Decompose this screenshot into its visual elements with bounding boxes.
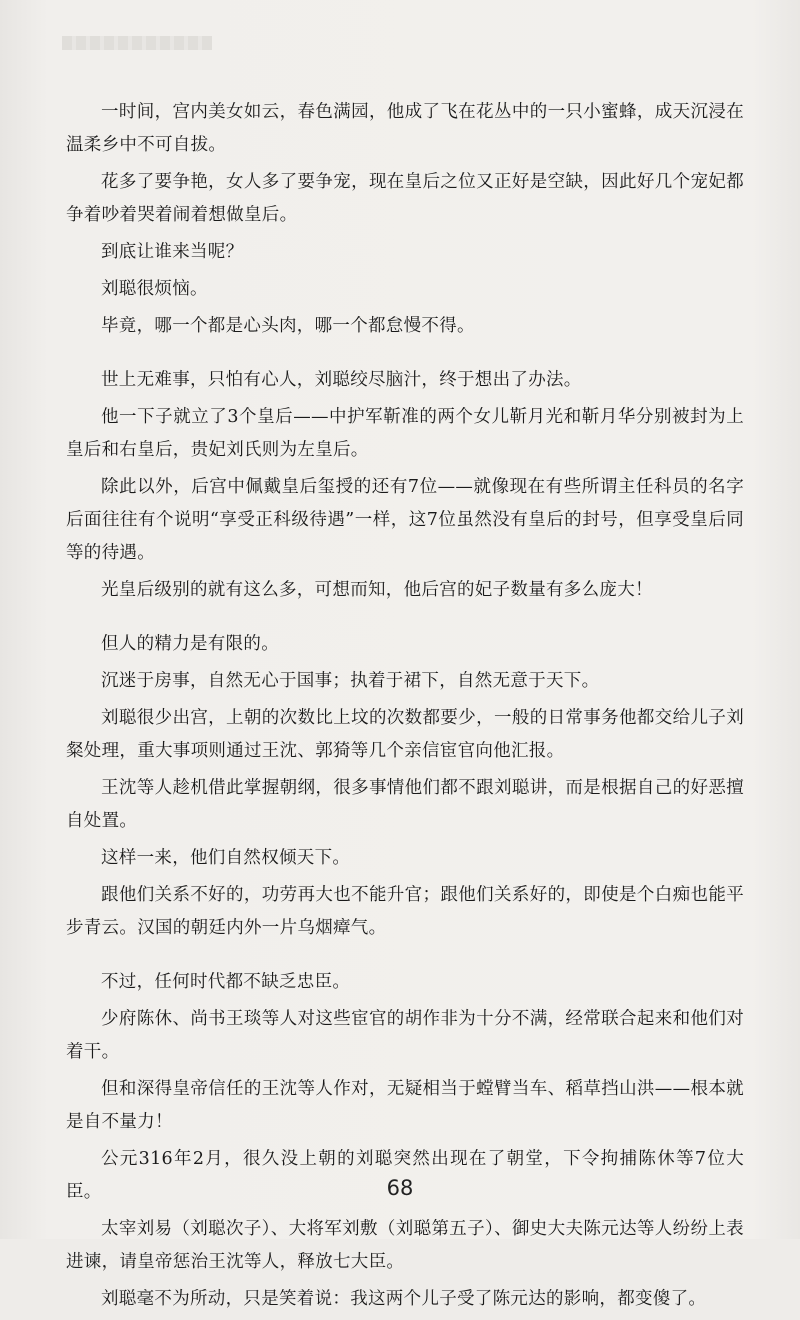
paragraph: 王沈等人趁机借此掌握朝纲，很多事情他们都不跟刘聪讲，而是根据自己的好恶擅自处置。 [66, 778, 744, 831]
paragraph: 刘聪毫不为所动，只是笑着说：我这两个儿子受了陈元达的影响，都变傻了。 [101, 1289, 707, 1309]
paragraph: 光皇后级别的就有这么多，可想而知，他后宫的妃子数量有多么庞大！ [101, 580, 653, 600]
page-number: 68 [386, 1176, 414, 1200]
paragraph: 太宰刘易（刘聪次子）、大将军刘敷（刘聪第五子）、御史大夫陈元达等人纷纷上表进谏，请皇帝惩治王沈等人，释放七大臣。 [66, 1219, 744, 1272]
section-break [66, 949, 744, 966]
section-break [66, 347, 744, 364]
paragraph: 一时间，宫内美女如云，春色满园，他成了飞在花丛中的一只小蜜蜂，成天沉浸在温柔乡中不可自拔。 [66, 102, 744, 155]
paragraph: 毕竟，哪一个都是心头肉，哪一个都怠慢不得。 [101, 316, 475, 336]
paragraph: 但人的精力是有限的。 [101, 634, 279, 654]
paragraph: 他一下子就立了3个皇后——中护军靳准的两个女儿靳月光和靳月华分别被封为上皇后和右皇后，贵妃刘氏则为左皇后。 [66, 407, 744, 460]
paragraph: 公元316年2月，很久没上朝的刘聪突然出现在了朝堂，下令拘捕陈休等7位大臣。 [66, 1149, 744, 1202]
paragraph: 少府陈休、尚书王琰等人对这些宦官的胡作非为十分不满，经常联合起来和他们对着干。 [66, 1009, 744, 1062]
paragraph: 但和深得皇帝信任的王沈等人作对，无疑相当于螳臂当车、稻草挡山洪——根本就是自不量力！ [66, 1079, 744, 1132]
paragraph: 除此以外，后宫中佩戴皇后玺授的还有7位——就像现在有些所谓主任科员的名字后面往往有个说明“享受正科级待遇”一样，这7位虽然没有皇后的封号，但享受皇后同等的待遇。 [66, 477, 744, 563]
body-text [66, 96, 744, 1320]
paragraph: 花多了要争艳，女人多了要争宠，现在皇后之位又正好是空缺，因此好几个宠妃都争着吵着哭着闹着想做皇后。 [66, 172, 744, 225]
paragraph: 到底让谁来当呢？ [101, 242, 244, 262]
paragraph: 不过，任何时代都不缺乏忠臣。 [101, 972, 351, 992]
paragraph: 沉迷于房事，自然无心于国事；执着于裙下，自然无意于天下。 [101, 671, 600, 691]
paragraph: 这样一来，他们自然权倾天下。 [101, 848, 351, 868]
paragraph: 跟他们关系不好的，功劳再大也不能升官；跟他们关系好的，即使是个白痴也能平步青云。汉国的朝廷内外一片乌烟瘴气。 [66, 885, 744, 938]
faded-running-header [62, 36, 212, 50]
paragraph: 刘聪很少出宫，上朝的次数比上坟的次数都要少，一般的日常事务他都交给儿子刘粲处理，重大事项则通过王沈、郭猗等几个亲信宦官向他汇报。 [66, 708, 744, 761]
section-break [66, 611, 744, 628]
paragraph: 刘聪很烦恼。 [101, 279, 208, 299]
paragraph: 世上无难事，只怕有心人，刘聪绞尽脑汁，终于想出了办法。 [101, 370, 582, 390]
